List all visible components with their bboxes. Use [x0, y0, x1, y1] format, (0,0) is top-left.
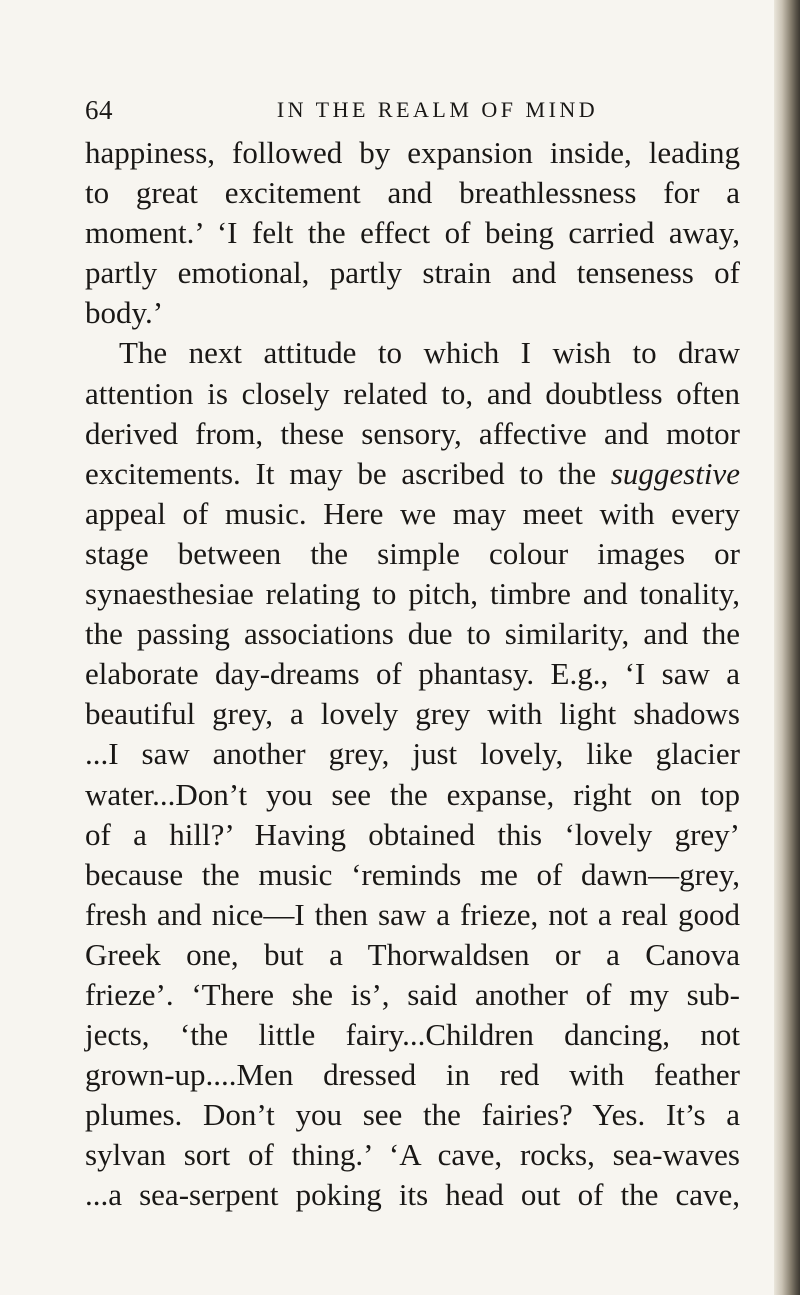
- text-line: to great excitement and breathlessness for a: [85, 175, 740, 211]
- text-line: fresh and nice—I then saw a frieze, not a real good: [85, 896, 740, 932]
- text-line: synaesthesiae relating to pitch, timbre and tonality,: [85, 576, 740, 612]
- text-line: ...I saw another grey, just lovely, like glacier: [85, 736, 740, 772]
- text-line: attention is closely related to, and doubtless often: [85, 375, 740, 411]
- text-line: ...a sea-serpent poking its head out of the cave,: [85, 1177, 740, 1213]
- text-line: Greek one, but a Thorwaldsen or a Canova: [85, 936, 740, 972]
- text-line: happiness, followed by expansion inside, leading: [85, 135, 740, 170]
- text-line: jects, ‘the little fairy...Children dancing, not: [85, 1017, 740, 1053]
- text-line: The next attitude to which I wish to draw: [119, 335, 740, 371]
- text-line: the passing associations due to similarity, and the: [85, 616, 740, 652]
- text-line: water...Don’t you see the expanse, right on top: [85, 776, 740, 812]
- text-line: of a hill?’ Having obtained this ‘lovely grey’: [85, 816, 740, 852]
- page-gutter-shadow: [774, 0, 800, 1295]
- page-header: [85, 92, 745, 128]
- text-line: plumes. Don’t you see the fairies? Yes. It’s a: [85, 1097, 740, 1133]
- body-text: [85, 133, 740, 1216]
- running-head: IN THE REALM OF MIND: [276, 97, 599, 122]
- text-line: beautiful grey, a lovely grey with light shadows: [85, 696, 740, 732]
- text-line: body.’: [85, 295, 164, 331]
- text-line: elaborate day-dreams of phantasy. E.g., ‘I saw a: [85, 656, 740, 692]
- page-number: 64: [85, 95, 113, 125]
- emphasized-word: suggestive: [610, 455, 740, 491]
- text-line: appeal of music. Here we may meet with every: [85, 495, 740, 531]
- text-line: moment.’ ‘I felt the effect of being carried away,: [85, 215, 740, 251]
- text-line: sylvan sort of thing.’ ‘A cave, rocks, sea-waves: [85, 1137, 740, 1173]
- text-line: frieze’. ‘There she is’, said another of my sub-: [85, 976, 740, 1012]
- text-line-with-emphasis: [85, 454, 740, 494]
- text-line: grown-up....Men dressed in red with feather: [85, 1057, 740, 1093]
- text-line: stage between the simple colour images or: [85, 535, 740, 571]
- text-segment: excitements. It may be ascribed to the: [85, 455, 597, 491]
- text-line: because the music ‘reminds me of dawn—grey,: [85, 856, 740, 892]
- text-line: partly emotional, partly strain and tenseness of: [85, 255, 740, 291]
- text-line: derived from, these sensory, affective and motor: [85, 415, 740, 451]
